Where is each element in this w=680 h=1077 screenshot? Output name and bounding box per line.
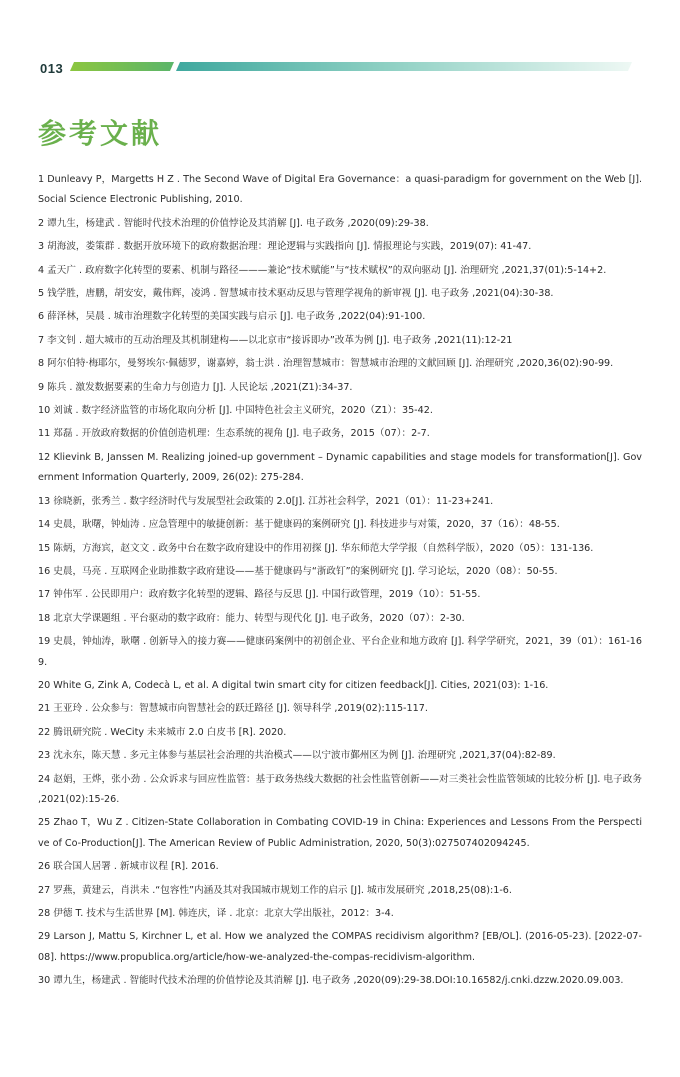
header-bar-green — [70, 62, 174, 71]
reference-item: 3 胡海波，娄策群 . 数据开放环境下的政府数据治理：理论逻辑与实践指向 [J]. 情报理论与实践，2019(07): 41-47. — [38, 241, 532, 253]
section-title: 参考文献 — [38, 117, 163, 150]
reference-item: 4 孟天广 . 政府数字化转型的要素、机制与路径———兼论“技术赋能”与“技术赋权”的双向驱动 [J]. 治理研究 ,2021,37(01):5-14+2. — [38, 264, 607, 276]
reference-item: 21 王亚玲 . 公众参与：智慧城市向智慧社会的跃迁路径 [J]. 领导科学 ,2019(02):115-117. — [38, 703, 428, 715]
reference-item: 22 腾讯研究院 . WeCity 未来城市 2.0 白皮书 [R]. 2020. — [38, 726, 287, 738]
header-bar-teal — [176, 62, 632, 71]
reference-item: 9 陈兵 . 激发数据要素的生命力与创造力 [J]. 人民论坛 ,2021(Z1):34-37. — [38, 381, 353, 393]
reference-item: 5 钱学胜，唐鹏，胡安安，戴伟辉，凌鸿 . 智慧城市技术驱动反思与管理学视角的新审视 [J]. 电子政务 ,2021(04):30-38. — [38, 288, 554, 300]
reference-item: 14 史晨，耿曙，钟灿涛 . 应急管理中的敏捷创新：基于健康码的案例研究 [J]. 科技进步与对策，2020，37（16）：48-55. — [38, 519, 560, 531]
reference-list — [38, 170, 642, 995]
reference-item: 19 史晨，钟灿涛，耿曙 . 创新导入的接力赛——健康码案例中的初创企业、平台企业和地方政府 [J]. 科学学研究，2021，39（01）：161-169. — [38, 636, 642, 668]
reference-item: 7 李文钊 . 超大城市的互动治理及其机制建构——以北京市“接诉即办”改革为例 [J]. 电子政务 ,2021(11):12-21 — [38, 334, 513, 346]
reference-item: 6 薛泽林，吴晨 . 城市治理数字化转型的美国实践与启示 [J]. 电子政务 ,2022(04):91-100. — [38, 311, 426, 323]
reference-item: 29 Larson J, Mattu S, Kirchner L, et al. How we analyzed the COMPAS recidivism algorithm? [EB/OL]. (2016-05-23). [2022-07-08]. https://www.propublica.org/article/how-we-analyzed-the-compas-recidivism-algorithm. — [38, 931, 642, 963]
reference-item: 25 Zhao T，Wu Z . Citizen-State Collaboration in Combating COVID-19 in China: Experiences and Lessons From the Perspective of Co-Production[J]. The American Review of Public Administration, 2020, 50(3):027507402094245. — [38, 817, 642, 849]
reference-item: 8 阿尔伯特·梅耶尔，曼努埃尔·佩德罗，谢嘉婷，翁士洪 . 治理智慧城市：智慧城市治理的文献回顾 [J]. 治理研究 ,2020,36(02):90-99. — [38, 358, 614, 370]
reference-item: 26 联合国人居署 . 新城市议程 [R]. 2016. — [38, 861, 219, 873]
reference-item: 13 徐晓新，张秀兰 . 数字经济时代与发展型社会政策的 2.0[J]. 江苏社会科学，2021（01）：11-23+241. — [38, 495, 494, 507]
reference-item: 12 Klievink B, Janssen M. Realizing joined-up government – Dynamic capabilities and stage models for transformation[J]. Government Information Quarterly, 2009, 26(02): 275-284. — [38, 451, 642, 484]
reference-item: 15 陈炳，方海宾，赵文文 . 政务中台在数字政府建设中的作用初探 [J]. 华东师范大学学报（自然科学版），2020（05）：131-136. — [38, 542, 594, 554]
reference-item: 27 罗燕，黄建云，肖洪未 .“包容性”内涵及其对我国城市规划工作的启示 [J]. 城市发展研究 ,2018,25(08):1-6. — [38, 884, 512, 896]
reference-item: 1 Dunleavy P，Margetts H Z . The Second Wave of Digital Era Governance：a quasi-paradigm for government on the Web [J]. Social Science Electronic Publishing, 2010. — [38, 174, 642, 206]
reference-item: 23 沈永东，陈天慧 . 多元主体参与基层社会治理的共治模式——以宁波市鄞州区为例 [J]. 治理研究 ,2021,37(04):82-89. — [38, 750, 556, 762]
reference-item: 10 刘诚 . 数字经济监管的市场化取向分析 [J]. 中国特色社会主义研究，2020（Z1）：35-42. — [38, 405, 433, 417]
reference-item: 18 北京大学课题组 . 平台驱动的数字政府：能力、转型与现代化 [J]. 电子政务，2020（07）：2-30. — [38, 612, 465, 624]
reference-item: 20 White G, Zink A, Codecà L, et al. A digital twin smart city for citizen feedback[J]. Cities, 2021(03): 1-16. — [38, 679, 549, 691]
reference-item: 11 郑磊 . 开放政府数据的价值创造机理：生态系统的视角 [J]. 电子政务，2015（07）：2-7. — [38, 428, 430, 440]
reference-item: 2 谭九生，杨建武 . 智能时代技术治理的价值悖论及其消解 [J]. 电子政务 ,2020(09):29-38. — [38, 217, 429, 229]
header-decorative-bars — [70, 62, 632, 71]
page-number: 013 — [40, 61, 64, 76]
reference-item: 30 谭九生，杨建武 . 智能时代技术治理的价值悖论及其消解 [J]. 电子政务 ,2020(09):29-38.DOI:10.16582/j.cnki.dzzw.2020.09.003. — [38, 975, 624, 987]
reference-item: 28 伊德 T. 技术与生活世界 [M]. 韩连庆，译 . 北京：北京大学出版社，2012：3-4. — [38, 908, 394, 919]
reference-item: 16 史晨，马亮 . 互联网企业助推数字政府建设——基于健康码与“浙政钉”的案例研究 [J]. 学习论坛，2020（08）：50-55. — [38, 565, 558, 577]
page-header — [0, 0, 680, 90]
reference-item: 24 赵娟，王烨，张小劲 . 公众诉求与回应性监管：基于政务热线大数据的社会性监管创新——对三类社会性监管领域的比较分析 [J]. 电子政务 ,2021(02):15-26. — [38, 773, 642, 805]
reference-item: 17 钟伟军 . 公民即用户：政府数字化转型的逻辑、路径与反思 [J]. 中国行政管理，2019（10）：51-55. — [38, 589, 481, 601]
